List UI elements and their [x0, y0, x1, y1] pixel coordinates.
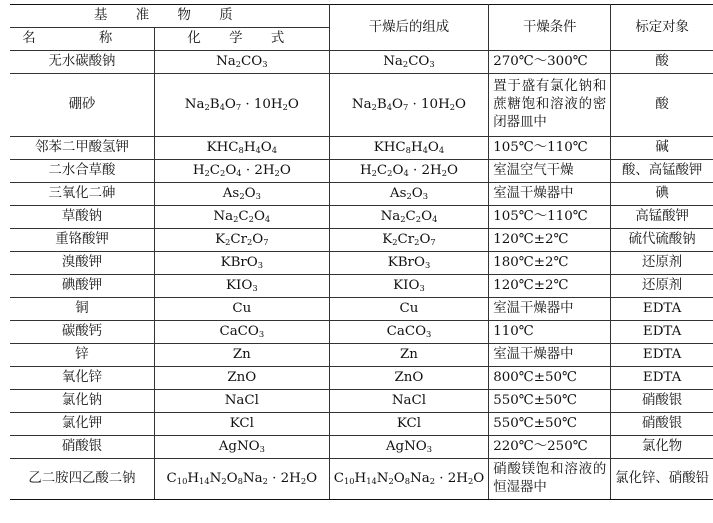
header-formula-text: 化 学 式: [187, 31, 297, 46]
table-row: [10, 137, 713, 160]
cell-formula: $KHC_8H_4O_4$: [154, 137, 329, 160]
cell-dried: $KIO_3$: [329, 275, 489, 298]
cell-conditions: 220℃～250℃: [489, 436, 611, 459]
cell-conditions: 105℃～110℃: [489, 137, 611, 160]
cell-name: 三氧化二砷: [10, 183, 154, 206]
cell-dried: $Na_2CO_3$: [329, 51, 489, 74]
cell-name: 锌: [10, 344, 154, 367]
table-row: [10, 160, 713, 183]
table-row: [10, 436, 713, 459]
cell-dried: $Na_2B_4O_7 \cdot 10H_2O$: [329, 74, 489, 137]
table-row: [10, 51, 713, 74]
cell-formula: $K_2Cr_2O_7$: [154, 229, 329, 252]
cell-formula: $C_{10}H_{14}N_2O_8Na_2 \cdot 2H_2O$: [154, 459, 329, 500]
cell-dried: $As_2O_3$: [329, 183, 489, 206]
cell-formula: $As_2O_3$: [154, 183, 329, 206]
cell-conditions: 550℃±50℃: [489, 413, 611, 436]
cell-target: 酸: [611, 51, 713, 74]
cell-formula: ZnO: [154, 367, 329, 390]
header-titrant-target: 标定对象: [611, 5, 713, 51]
header-row-1: [10, 5, 713, 28]
table-row: [10, 413, 713, 436]
cell-formula: $H_2C_2O_4 \cdot 2H_2O$: [154, 160, 329, 183]
header-formula: [154, 28, 329, 51]
cell-target: EDTA: [611, 344, 713, 367]
cell-target: 硫代硫酸钠: [611, 229, 713, 252]
cell-name: 碳酸钙: [10, 321, 154, 344]
header-dried-composition: 干燥后的组成: [329, 5, 489, 51]
cell-formula: CaCO$_3$: [154, 321, 329, 344]
table-row: [10, 367, 713, 390]
cell-conditions: 110℃: [489, 321, 611, 344]
table-row: [10, 321, 713, 344]
cell-name: 重铬酸钾: [10, 229, 154, 252]
cell-formula: $Na_2C_2O_4$: [154, 206, 329, 229]
cell-formula: $KIO_3$: [154, 275, 329, 298]
cell-conditions: 室温干燥器中: [489, 298, 611, 321]
table-row: [10, 344, 713, 367]
cell-dried: ZnO: [329, 367, 489, 390]
cell-conditions: 室温干燥器中: [489, 344, 611, 367]
table-row: [10, 390, 713, 413]
cell-dried: CaCO$_3$: [329, 321, 489, 344]
cell-dried: NaCl: [329, 390, 489, 413]
header-name-text: 名 称: [22, 31, 142, 46]
cell-name: 硝酸银: [10, 436, 154, 459]
cell-name: 溴酸钾: [10, 252, 154, 275]
cell-target: 氯化物: [611, 436, 713, 459]
cell-dried: Zn: [329, 344, 489, 367]
primary-standards-table: [10, 4, 713, 500]
cell-conditions: 120℃±2℃: [489, 275, 611, 298]
header-substance-group-text: 基 准 物 质: [93, 8, 245, 23]
cell-conditions: 置于盛有氯化钠和蔗糖饱和溶液的密闭器皿中: [489, 74, 611, 137]
table-row: [10, 206, 713, 229]
cell-target: EDTA: [611, 321, 713, 344]
table-row: [10, 298, 713, 321]
cell-target: 氯化锌、硝酸铅: [611, 459, 713, 500]
table-row: [10, 275, 713, 298]
cell-target: 硝酸银: [611, 390, 713, 413]
cell-dried: $K_2Cr_2O_7$: [329, 229, 489, 252]
cell-target: 碱: [611, 137, 713, 160]
cell-formula: $Na_2CO_3$: [154, 51, 329, 74]
cell-conditions: 室温干燥器中: [489, 183, 611, 206]
cell-name: 氯化钾: [10, 413, 154, 436]
cell-formula: Cu: [154, 298, 329, 321]
table-row: [10, 229, 713, 252]
cell-target: 硝酸银: [611, 413, 713, 436]
cell-formula: NaCl: [154, 390, 329, 413]
cell-target: 酸、高锰酸钾: [611, 160, 713, 183]
cell-conditions: 550℃±50℃: [489, 390, 611, 413]
cell-dried: KBrO$_3$: [329, 252, 489, 275]
cell-name: 硼砂: [10, 74, 154, 137]
cell-name: 氯化钠: [10, 390, 154, 413]
cell-dried: AgNO$_3$: [329, 436, 489, 459]
cell-name: 碘酸钾: [10, 275, 154, 298]
cell-target: 还原剂: [611, 275, 713, 298]
cell-formula: KCl: [154, 413, 329, 436]
table-row: [10, 183, 713, 206]
cell-conditions: 800℃±50℃: [489, 367, 611, 390]
cell-dried: KCl: [329, 413, 489, 436]
cell-name: 无水碳酸钠: [10, 51, 154, 74]
cell-target: 还原剂: [611, 252, 713, 275]
cell-name: 邻苯二甲酸氢钾: [10, 137, 154, 160]
header-name: [10, 28, 154, 51]
cell-conditions: 105℃～110℃: [489, 206, 611, 229]
cell-conditions: 室温空气干燥: [489, 160, 611, 183]
cell-formula: Zn: [154, 344, 329, 367]
table-row: [10, 74, 713, 137]
cell-formula: KBrO$_3$: [154, 252, 329, 275]
table-body: [10, 5, 713, 500]
cell-formula: $Na_2B_4O_7 \cdot 10H_2O$: [154, 74, 329, 137]
cell-target: 碘: [611, 183, 713, 206]
cell-target: 高锰酸钾: [611, 206, 713, 229]
cell-dried: Cu: [329, 298, 489, 321]
cell-dried: $KHC_8H_4O_4$: [329, 137, 489, 160]
cell-target: EDTA: [611, 298, 713, 321]
cell-target: EDTA: [611, 367, 713, 390]
cell-conditions: 180℃±2℃: [489, 252, 611, 275]
cell-formula: AgNO$_3$: [154, 436, 329, 459]
cell-target: 酸: [611, 74, 713, 137]
cell-name: 乙二胺四乙酸二钠: [10, 459, 154, 500]
cell-dried: $Na_2C_2O_4$: [329, 206, 489, 229]
cell-name: 氧化锌: [10, 367, 154, 390]
cell-name: 二水合草酸: [10, 160, 154, 183]
cell-dried: $C_{10}H_{14}N_2O_8Na_2 \cdot 2H_2O$: [329, 459, 489, 500]
header-drying-conditions: 干燥条件: [489, 5, 611, 51]
cell-dried: $H_2C_2O_4 \cdot 2H_2O$: [329, 160, 489, 183]
header-substance-group: [10, 5, 329, 28]
table-row: [10, 252, 713, 275]
cell-conditions: 120℃±2℃: [489, 229, 611, 252]
cell-conditions: 270℃～300℃: [489, 51, 611, 74]
table-row: [10, 459, 713, 500]
cell-name: 草酸钠: [10, 206, 154, 229]
cell-name: 铜: [10, 298, 154, 321]
cell-conditions: 硝酸镁饱和溶液的恒湿器中: [489, 459, 611, 500]
